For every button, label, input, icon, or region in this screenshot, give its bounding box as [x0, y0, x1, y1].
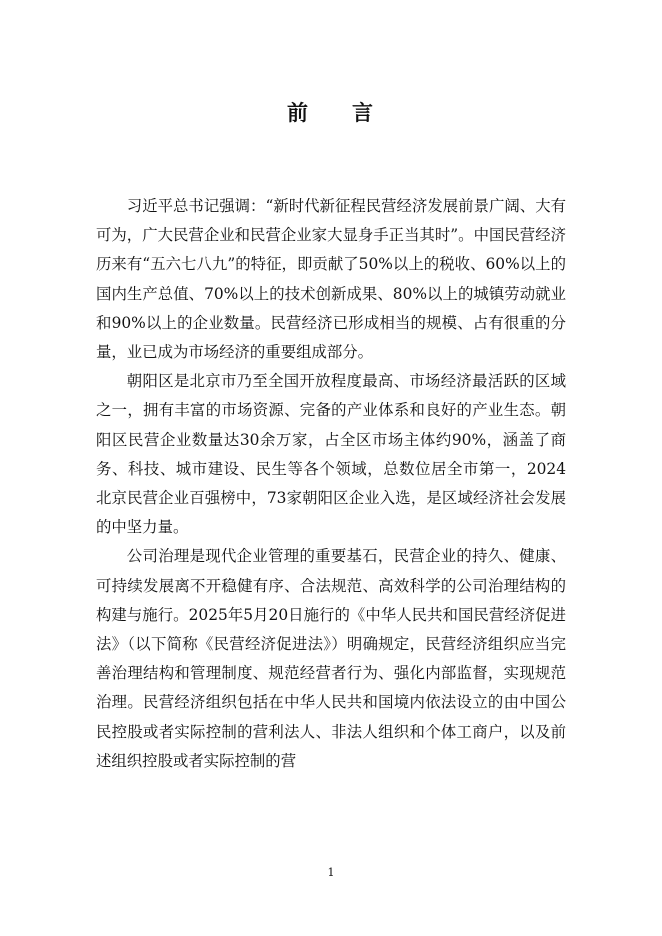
title-part-1: 前	[287, 101, 310, 125]
page-number: 1	[327, 866, 335, 879]
paragraph-1: 习近平总书记强调：“新时代新征程民营经济发展前景广阔、大有可为，广大民营企业和民营企业家大显身手正当其时”。中国民营经济历来有“五六七八九”的特征，即贡献了50%以上的税收、60%以上的国内生产总值、70%以上的技术创新成果、80%以上的城镇劳动就业和90%以上的企业数量。民营经济已形成相当的规模、占有很重的分量，业已成为市场经济的重要组成部分。	[96, 197, 566, 362]
paragraph-2: 朝阳区是北京市乃至全国开放程度最高、市场经济最活跃的区域之一，拥有丰富的市场资源、完备的产业体系和良好的产业生态。朝阳区民营企业数量达30余万家，占全区市场主体约90%，涵盖了商务、科技、城市建设、民生等各个领域，总数位居全市第一，2024北京民营企业百强榜中，73家朝阳区企业入选，是区域经济社会发展的中坚力量。	[96, 372, 566, 537]
paragraph-3: 公司治理是现代企业管理的重要基石，民营企业的持久、健康、可持续发展离不开稳健有序、合法规范、高效科学的公司治理结构的构建与施行。2025年5月20日施行的《中华人民共和国民营经济促进法》（以下简称《民营经济促进法》）明确规定，民营经济组织应当完善治理结构和管理制度、规范经营者行为、强化内部监督，实现规范治理。民营经济组织包括在中华人民共和国境内依法设立的由中国公民控股或者实际控制的营利法人、非法人组织和个体工商户，以及前述组织控股或者实际控制的营	[96, 547, 566, 770]
preface-body	[96, 192, 566, 776]
title-part-2: 言	[352, 101, 375, 125]
page-title	[0, 98, 662, 128]
